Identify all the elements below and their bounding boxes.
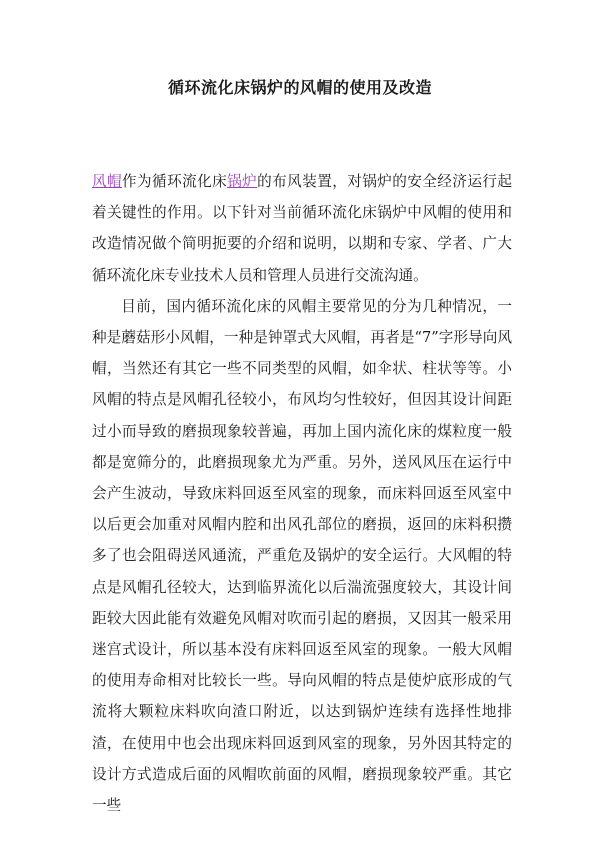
document-title: 循环流化床锅炉的风帽的使用及改造 — [167, 78, 432, 97]
document-body — [92, 166, 512, 821]
link-fengmao[interactable]: 风帽 — [92, 173, 123, 190]
intro-text-2: 的布风装置，对锅炉的安全经济运行起着关键性的作用。以下针对当前循环流化床锅炉中风帽的使用和改造情况做个简明扼要的介绍和说明，以期和专家、学者、广大循环流化床专业技术人员和管理人员进行交流沟通。 — [92, 173, 512, 284]
paragraph-main: 目前，国内循环流化床的风帽主要常见的分为几种情况，一种是蘑菇形小风帽，一种是钟罩式大风帽，再者是“7”字形导向风帽，当然还有其它一些不同类型的风帽，如伞状、柱状等等。小风帽的特点是风帽孔径较小，布风均匀性较好，但因其设计间距过小而导致的磨损现象较普遍，再加上国内流化床的煤粒度一般都是宽筛分的，此磨损现象尤为严重。另外，送风风压在运行中会产生波动，导致床料回返至风室的现象，而床料回返至风室中以后更会加重对风帽内腔和出风孔部位的磨损，返回的床料积攒多了也会阻碍送风通流，严重危及锅炉的安全运行。大风帽的特点是风帽孔径较大，达到临界流化以后湍流强度较大，其设计间距较大因此能有效避免风帽对吹而引起的磨损，又因其一般采用迷宫式设计，所以基本没有床料回返至风室的现象。一般大风帽的使用寿命相对比较长一些。导向风帽的特点是使炉底形成的气流将大颗粒床料吹向渣口附近，以达到锅炉连续有选择性地排渣，在使用中也会出现床料回返到风室的现象，另外因其特定的设计方式造成后面的风帽吹前面的风帽，磨损现象较严重。其它一些 — [92, 297, 512, 815]
link-guolu[interactable]: 锅炉 — [227, 173, 258, 190]
paragraph-intro — [92, 166, 512, 291]
intro-text-1: 作为循环流化床 — [122, 173, 228, 190]
